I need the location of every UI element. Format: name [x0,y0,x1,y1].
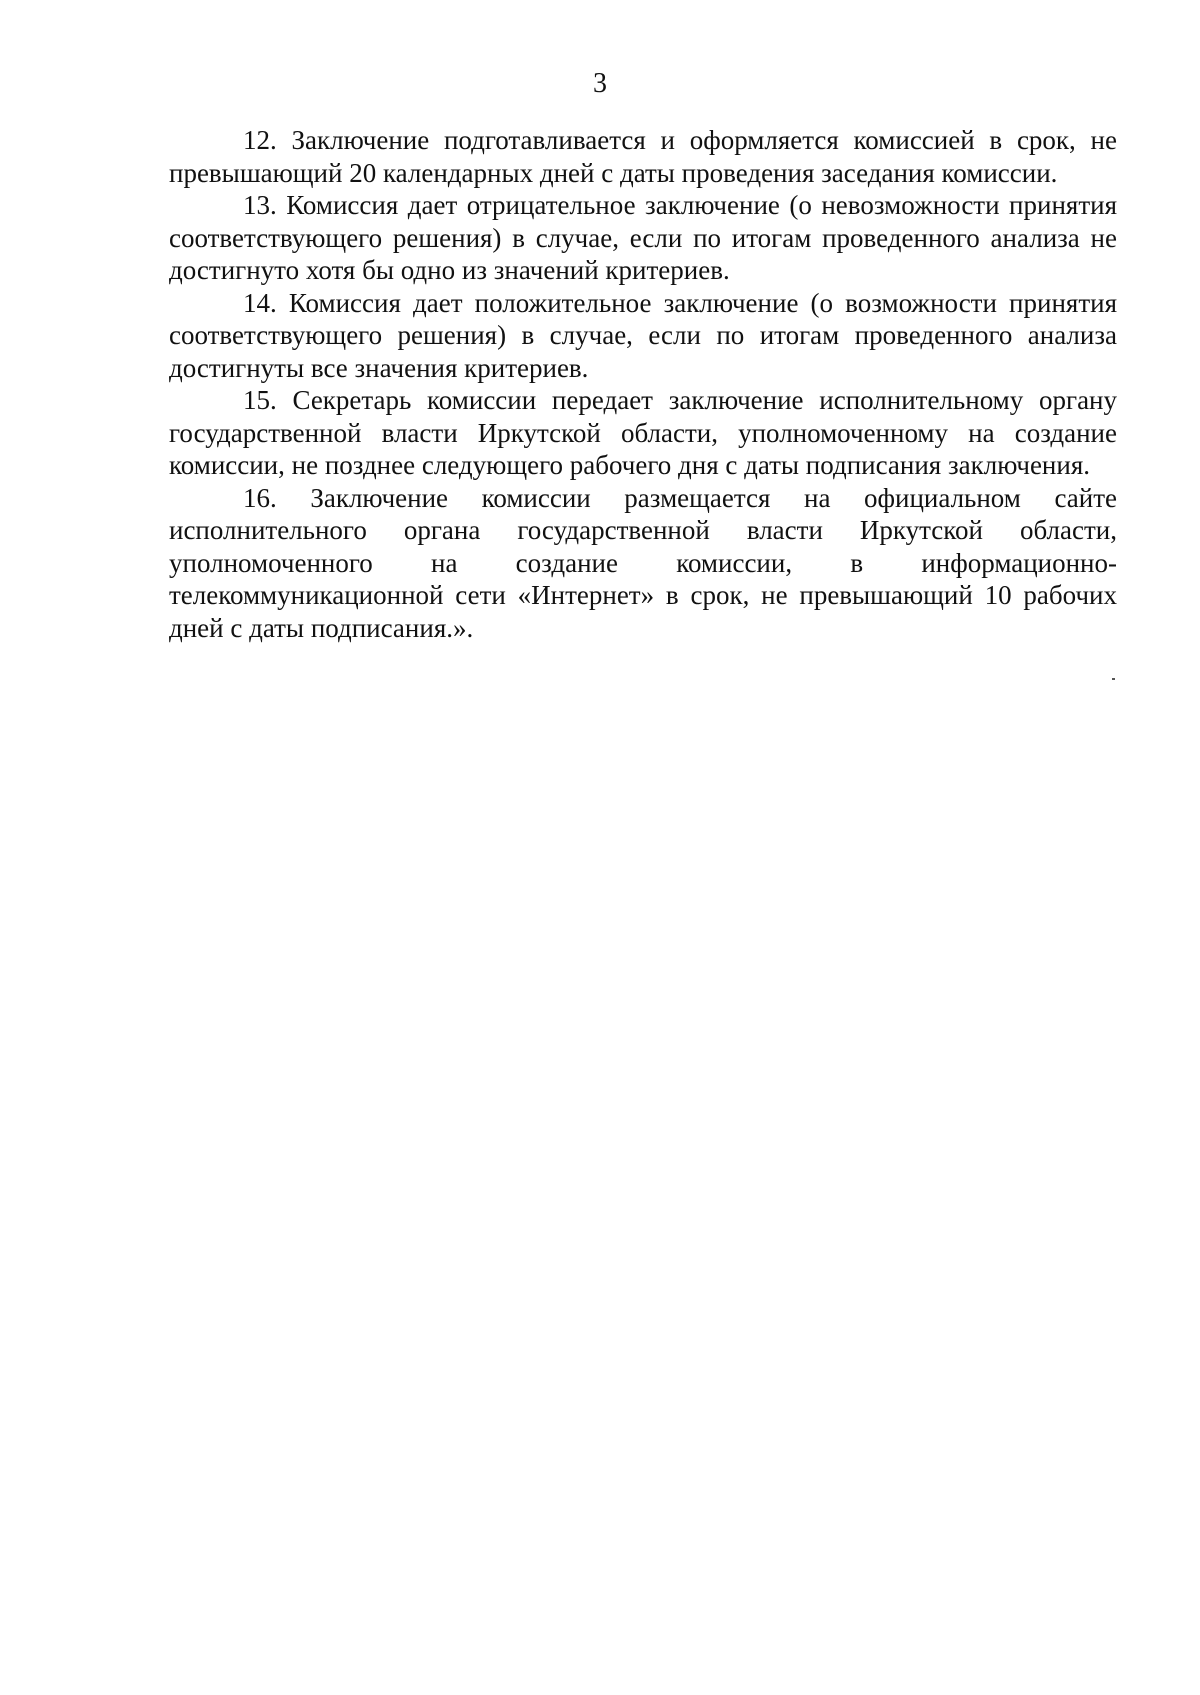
scan-speck [1112,678,1115,680]
paragraph-16: 16. Заключение комиссии размещается на официальном сайте исполнительного органа государственной власти Иркутской области, уполномоченного на создание комиссии, в информационно-телекоммуникационной сети «Интернет» в срок, не превышающий 10 рабочих дней с даты подписания.». [169,482,1117,643]
paragraph-13: 13. Комиссия дает отрицательное заключение (о невозможности принятия соответствующего решения) в случае, если по итогам проведенного анализа не достигнуто хотя бы одно из значений критериев. [169,190,1117,285]
page-number: 3 [593,68,607,99]
paragraph-15: 15. Секретарь комиссии передает заключение исполнительному органу государственной власти Иркутской области, уполномоченному на создание комиссии, не позднее следующего рабочего дня с даты подписания заключения. [169,385,1117,480]
paragraph-14: 14. Комиссия дает положительное заключение (о возможности принятия соответствующего решения) в случае, если по итогам проведенного анализа достигнуты все значения критериев. [169,287,1117,383]
document-body [169,124,1117,644]
paragraph-12: 12. Заключение подготавливается и оформляется комиссией в срок, не превышающий 20 календарных дней с даты проведения заседания комиссии. [169,125,1117,188]
